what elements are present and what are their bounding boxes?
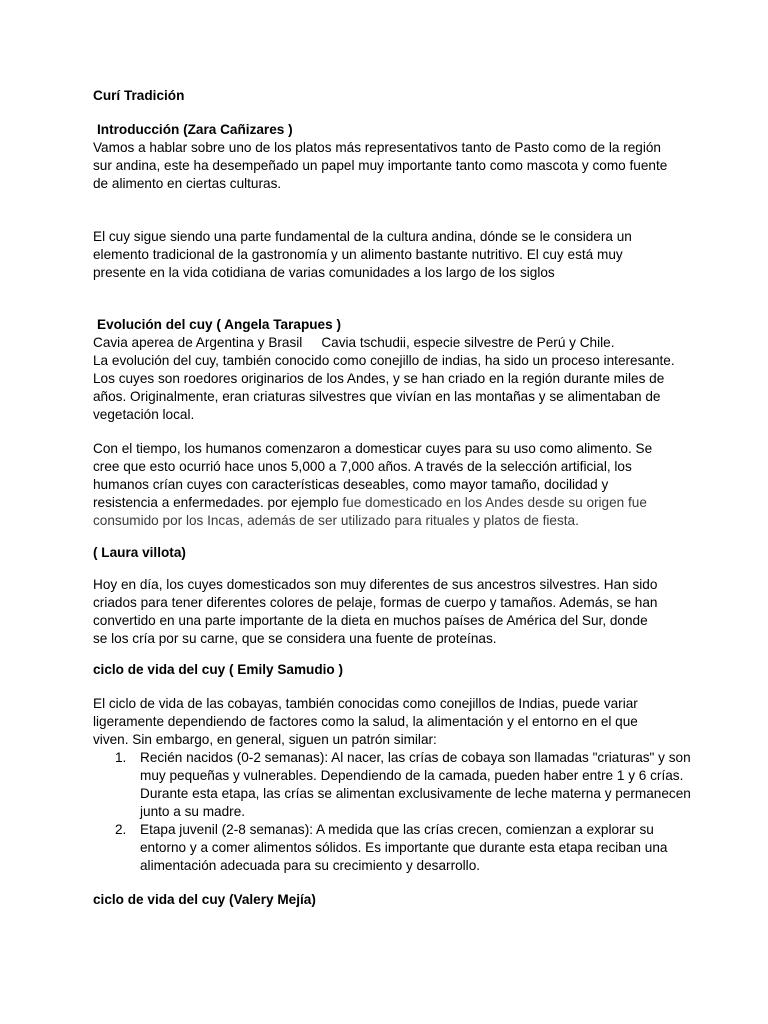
document-title: Curí Tradición (93, 88, 185, 103)
caption-cavia-aperea: Cavia aperea de Argentina y Brasil (93, 335, 303, 350)
laura-paragraph-1: Hoy en día, los cuyes domesticados son muy diferentes de sus ancestros silvestres. Han sido criados para tener diferentes colores de pelaje, formas de cuerpo y tamaños. Además, se han convertido en una parte importante de la dieta en muchos países de América del Sur, donde se los cría por su carne, que se considera una fuente de proteínas. (93, 577, 658, 646)
intro-paragraph-1: Vamos a hablar sobre uno de los platos más representativos tanto de Pasto como de la región sur andina, este ha desempeñado un papel muy importante tanto como mascota y como fuente de alimento en ciertas culturas. (93, 140, 668, 191)
section-heading-lifecycle-emily: ciclo de vida del cuy ( Emily Samudio ) (93, 662, 344, 677)
evolution-paragraph-1: La evolución del cuy, también conocido como conejillo de indias, ha sido un proceso interesante. Los cuyes son roedores originarios de los Andes, y se han criado en la región durante miles de años. Originalmente, eran criaturas silvestres que vivían en las montañas y se alimentaban de vegetación local. (93, 353, 675, 422)
evolution-paragraph-2 (93, 440, 663, 530)
section-heading-lifecycle-valery: ciclo de vida del cuy (Valery Mejía) (93, 892, 316, 907)
list-item (93, 821, 693, 875)
lifecycle-numbered-list (93, 749, 693, 875)
section-heading-laura: ( Laura villota) (93, 545, 186, 560)
evolution-paragraph-2-tail: fue domesticado en los Andes desde su origen fue consumido por los Incas, además de ser utilizado para rituales y platos de fiesta. (93, 495, 647, 528)
species-captions-line (93, 334, 693, 352)
section-heading-introduction: Introducción (Zara Cañizares ) (97, 122, 293, 137)
evolution-paragraph-2-main: Con el tiempo, los humanos comenzaron a domesticar cuyes para su uso como alimento. Se cree que esto ocurrió hace unos 5,000 a 7,000 años. A través de la selección artificial, los humanos crían cuyes con características deseables, como mayor tamaño, docilidad y resistencia a enfermedades. por ejemplo (93, 441, 653, 510)
list-item-number: 2. (115, 822, 127, 837)
list-item-text: Recién nacidos (0-2 semanas): Al nacer, las crías de cobaya son llamadas "criaturas" y son muy pequeñas y vulnerables. Dependiendo de la camada, pueden haber entre 1 y 6 crías. Durante esta etapa, las crías se alimentan exclusivamente de leche materna y permanecen junto a su madre. (140, 750, 691, 819)
intro-paragraph-2: El cuy sigue siendo una parte fundamental de la cultura andina, dónde se le considera un elemento tradicional de la gastronomía y un alimento bastante nutritivo. El cuy está muy presente en la vida cotidiana de varias comunidades a los largo de los siglos (93, 229, 632, 280)
lifecycle-paragraph-1: El ciclo de vida de las cobayas, también conocidas como conejillos de Indias, puede variar ligeramente dependiendo de factores como la salud, la alimentación y el entorno en el que viven. Sin embargo, en general, siguen un patrón similar: (93, 696, 638, 747)
section-heading-evolution: Evolución del cuy ( Angela Tarapues ) (97, 317, 341, 332)
list-item-number: 1. (115, 750, 127, 765)
list-item (93, 749, 693, 821)
list-item-text: Etapa juvenil (2-8 semanas): A medida que las crías crecen, comienzan a explorar su entorno y a comer alimentos sólidos. Es importante que durante esta etapa reciban una alimentación adecuada para su crecimiento y desarrollo. (140, 822, 668, 873)
caption-cavia-tschudii: Cavia tschudii, especie silvestre de Perú y Chile. (321, 335, 615, 350)
